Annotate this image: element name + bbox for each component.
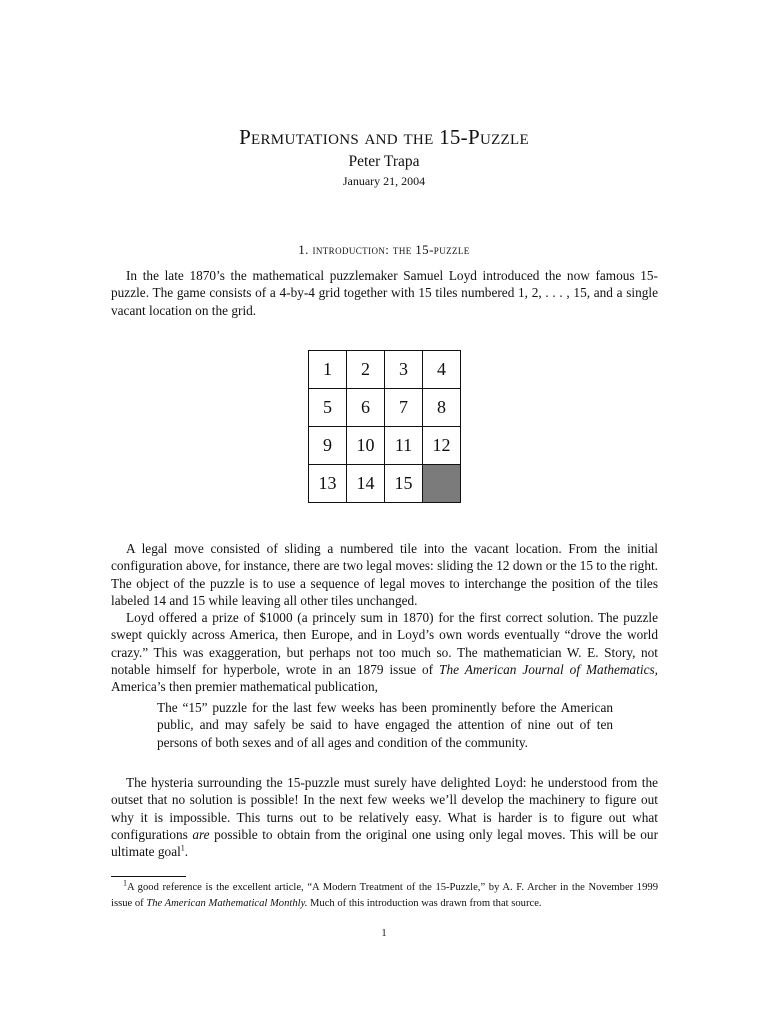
paragraph-text: In the late 1870’s the mathematical puzzlemaker Samuel Loyd introduced the now famous 15-puzzle. The game consists of a 4-by-4 grid together with 15 tiles numbered 1, 2, . . . , 15, and a single vacant location on the grid. bbox=[111, 268, 658, 318]
footnote-mark: 1 bbox=[123, 878, 127, 888]
paragraph-text: possible to obtain from the original one using only legal moves. This will be our ultimate goal bbox=[111, 826, 658, 860]
block-quote: The “15” puzzle for the last few weeks has been prominently before the American public, and may safely be said to have engaged the attention of nine out of ten persons of both sexes and of all ages and condition of the community. bbox=[157, 700, 613, 750]
puzzle-tile: 4 bbox=[423, 351, 461, 389]
puzzle-tile: 1 bbox=[309, 351, 347, 389]
footnote-journal-title: The American Mathematical Monthly. bbox=[146, 897, 308, 909]
puzzle-tile: 7 bbox=[385, 389, 423, 427]
puzzle-tile: 3 bbox=[385, 351, 423, 389]
puzzle-tile: 2 bbox=[347, 351, 385, 389]
hysteria-paragraph bbox=[111, 774, 658, 860]
puzzle-tile: 11 bbox=[385, 427, 423, 465]
vacant-location bbox=[423, 465, 461, 503]
puzzle-tile: 6 bbox=[347, 389, 385, 427]
puzzle-row bbox=[309, 465, 461, 503]
paper-author: Peter Trapa bbox=[348, 153, 420, 170]
footnote-reference[interactable]: 1 bbox=[180, 843, 185, 853]
section-heading: 1. introduction: the 15-puzzle bbox=[298, 242, 470, 257]
intro-paragraph bbox=[111, 267, 658, 319]
puzzle-grid bbox=[308, 350, 461, 503]
puzzle-tile: 13 bbox=[309, 465, 347, 503]
paper-title: Permutations and the 15-Puzzle bbox=[239, 125, 529, 149]
puzzle-tile: 9 bbox=[309, 427, 347, 465]
puzzle-tile: 10 bbox=[347, 427, 385, 465]
paragraph-text: The hysteria surrounding the 15-puzzle must surely have delighted Loyd: he understood from the outset that no solution is possible! In the next few weeks we’ll develop the machinery to figure out why it is impossible. This turns out to be relatively easy. What is harder is to figure out what configurations bbox=[111, 775, 658, 842]
puzzle-tile: 5 bbox=[309, 389, 347, 427]
closing-paragraph bbox=[111, 774, 658, 860]
puzzle-tile: 8 bbox=[423, 389, 461, 427]
paragraph-text: . bbox=[184, 844, 189, 860]
puzzle-row bbox=[309, 427, 461, 465]
legal-move-paragraph: A legal move consisted of sliding a numbered tile into the vacant location. From the initial configuration above, for instance, there are two legal moves: sliding the 12 down or the 15 to the right. The object of the puzzle is to use a sequence of legal moves to interchange the position of the tiles labeled 14 and 15 while leaving all other tiles unchanged. bbox=[111, 541, 658, 608]
footnote-body: Much of this introduction was drawn from that source. bbox=[307, 897, 542, 909]
puzzle-tile: 12 bbox=[423, 427, 461, 465]
footnote-rule bbox=[111, 876, 186, 877]
footnote-text bbox=[111, 880, 658, 911]
journal-title: The American Journal of Mathematics, bbox=[439, 662, 658, 678]
paragraph-text: Loyd offered a prize of $1000 (a princely sum in 1870) for the first correct solution. The puzzle swept quickly across America, then Europe, and in Loyd’s own words eventually “drove the world crazy.” This was exaggeration, but perhaps not too much so. The mathematician W. E. Story, not notable himself for hyperbole, wrote in an 1879 issue of bbox=[111, 610, 658, 678]
emphasis-text: are bbox=[192, 826, 210, 842]
puzzle-row bbox=[309, 351, 461, 389]
paper-date: January 21, 2004 bbox=[342, 174, 426, 188]
footnote-body: A good reference is the excellent article, “A Modern Treatment of the 15-Puzzle,” by A. F. Archer in the November 1999 issue of bbox=[111, 882, 658, 909]
puzzle-tile: 14 bbox=[347, 465, 385, 503]
footnote bbox=[111, 880, 658, 911]
puzzle-tile: 15 bbox=[385, 465, 423, 503]
loyd-prize-paragraph bbox=[111, 609, 658, 695]
paragraph-text: America’s then premier mathematical publication, bbox=[111, 679, 378, 695]
body-paragraphs bbox=[111, 540, 658, 696]
puzzle-row bbox=[309, 389, 461, 427]
page-number: 1 bbox=[381, 928, 387, 939]
